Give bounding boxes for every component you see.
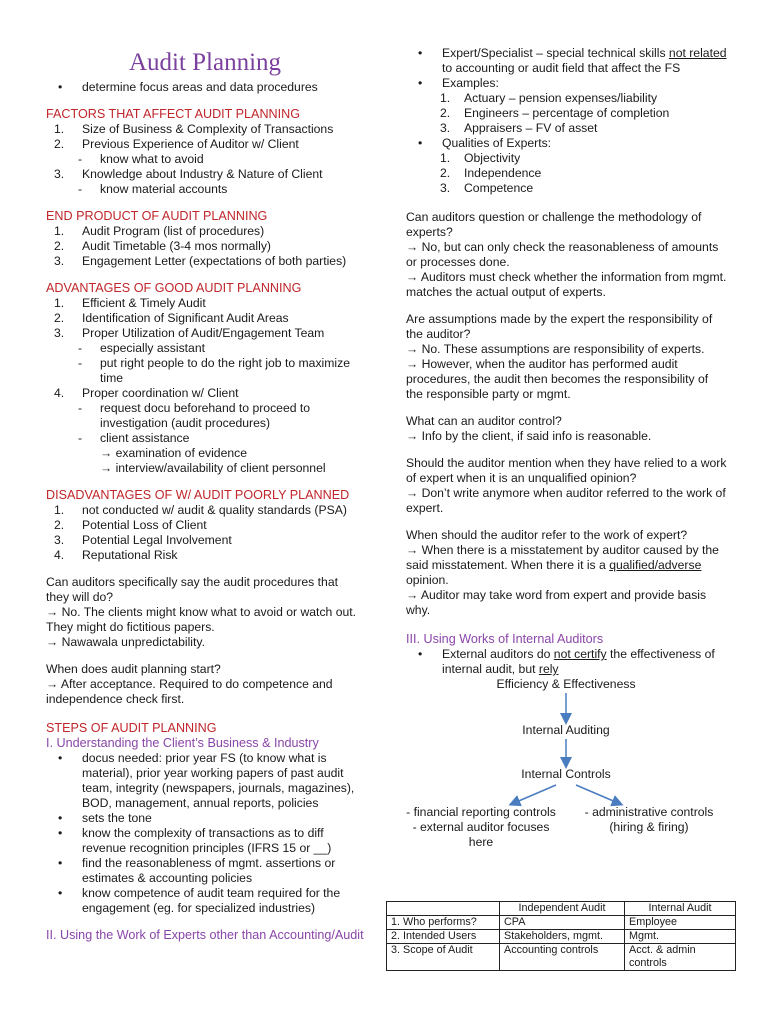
quality-item-1: 1. Objectivity [440, 151, 521, 165]
table-cell: Accounting controls [500, 944, 625, 971]
q2-answer-1: → No. These assumptions are responsibility of experts. [406, 342, 705, 356]
disadvantages-item-2: 2. Potential Loss of Client [54, 518, 207, 532]
intro-bullet: • determine focus areas and data procedures [46, 80, 364, 95]
disadvantages-heading: DISADVANTAGES OF W/ AUDIT POORLY PLANNED [46, 488, 350, 502]
end-product-heading: END PRODUCT OF AUDIT PLANNING [46, 209, 268, 223]
arrow-right [576, 785, 618, 803]
internal-audit-bullet: • External auditors do not certify the effectiveness of internal audit, but rely [406, 647, 728, 677]
section3-heading: III. Using Works of Internal Auditors [406, 632, 604, 646]
example-item-2: 2. Engineers – percentage of completion [440, 106, 670, 120]
factors-heading: FACTORS THAT AFFECT AUDIT PLANNING [46, 107, 301, 121]
q1-question: Can auditors question or challenge the methodology of experts? [406, 210, 702, 239]
advantages-heading: ADVANTAGES OF GOOD AUDIT PLANNING [46, 281, 302, 295]
flow-efficiency: Efficiency & Effectiveness [496, 677, 636, 691]
table-cell: CPA [500, 916, 625, 930]
table-row [387, 930, 736, 944]
table-cell: 3. Scope of Audit [387, 944, 500, 971]
advantages-subitem-3b: - put right people to do the right job to maximize time [46, 356, 364, 386]
step1-bullet-2: • sets the tone [46, 811, 364, 826]
example-item-3: 3. Appraisers – FV of asset [440, 121, 598, 135]
step1-bullet-1: • docus needed: prior year FS (to know what is material), prior year working papers of past audit team, integrity (newspapers, journals, magazines), BOD, management, annual reports, policies [46, 751, 364, 811]
quality-item-2: 2. Independence [440, 166, 542, 180]
step2-heading: II. Using the Work of Experts other than Accounting/Audit [46, 928, 364, 942]
factors-subitem-3: - know material accounts [46, 182, 364, 197]
page-title: Audit Planning [128, 49, 282, 76]
internal-audit-flow-diagram [406, 677, 728, 867]
step1-bullet-5: • know competence of audit team required for the engagement (eg. for specialized industries) [46, 886, 364, 916]
q2-question: Are assumptions made by the expert the responsibility of the auditor? [406, 312, 713, 341]
step1-bullet-3: • know the complexity of transactions as to diff revenue recognition principles (IFRS 15 or __) [46, 826, 364, 856]
table-cell: 2. Intended Users [387, 930, 500, 944]
qa2-answer: → After acceptance. Required to do competence and independence check first. [46, 677, 333, 706]
factors-item-1: 1. Size of Business & Complexity of Transactions [54, 122, 334, 136]
quality-item-3: 3. Competence [440, 181, 534, 195]
qa1-answer-2: → Nawawala unpredictability. [46, 635, 205, 649]
table-cell: Acct. & admin controls [625, 944, 736, 971]
q5-answer-1: → When there is a misstatement by auditor caused by the said misstatement. When there it is a qualified/adverse opinion. [406, 543, 719, 587]
qa1-answer-1: → No. The clients might know what to avoid or watch out. They might do fictitious papers. [46, 605, 357, 634]
flow-internal-controls: Internal Controls [521, 767, 611, 781]
q5-question: When should the auditor refer to the work of expert? [406, 528, 688, 542]
q2-answer-2: → However, when the auditor has performed audit procedures, the audit then becomes the responsibility of the responsible party or mgmt. [406, 357, 709, 401]
factors-item-3: 3. Knowledge about Industry & Nature of Client [54, 167, 323, 181]
end-product-item-3: 3. Engagement Letter (expectations of both parties) [54, 254, 347, 268]
flow-internal-auditing: Internal Auditing [522, 723, 610, 737]
advantages-item-3: 3. Proper Utilization of Audit/Engagement Team [54, 326, 325, 340]
table-cell: Stakeholders, mgmt. [500, 930, 625, 944]
flow-right-branch: - administrative controls (hiring & firing) [584, 805, 714, 834]
table-cell: Employee [625, 916, 736, 930]
q4-answer: → Don’t write anymore when auditor referred to the work of expert. [406, 486, 726, 515]
example-item-1: 1. Actuary – pension expenses/liability [440, 91, 658, 105]
end-product-item-2: 2. Audit Timetable (3-4 mos normally) [54, 239, 271, 253]
q4-question: Should the auditor mention when they have relied to a work of expert when it is an unqualified opinion? [406, 456, 727, 485]
advantages-item-2: 2. Identification of Significant Audit Areas [54, 311, 289, 325]
qa2-question: When does audit planning start? [46, 662, 221, 676]
flow-left-branch: - financial reporting controls - external auditor focuses here [406, 805, 556, 849]
advantages-item-4: 4. Proper coordination w/ Client [54, 386, 239, 400]
step1-bullet-4: • find the reasonableness of mgmt. assertions or estimates & accounting policies [46, 856, 364, 886]
audit-comparison-table [386, 901, 736, 971]
table-row [387, 916, 736, 930]
q3-question: What can an auditor control? [406, 414, 562, 428]
qa1-question: Can auditors specifically say the audit procedures that they will do? [46, 575, 338, 604]
table-cell: 1. Who performs? [387, 916, 500, 930]
qualities-label: • Qualities of Experts: [406, 136, 728, 151]
factors-subitem-2: - know what to avoid [46, 152, 364, 167]
table-header-row [387, 902, 736, 916]
right-column [406, 46, 728, 867]
table-header-cell: Independent Audit [500, 902, 625, 916]
advantages-subitem-3a: - especially assistant [46, 341, 364, 356]
table-row [387, 944, 736, 971]
end-product-item-1: 1. Audit Program (list of procedures) [54, 224, 265, 238]
q3-answer: → Info by the client, if said info is reasonable. [406, 429, 652, 443]
table-header-cell [387, 902, 500, 916]
q1-answer-2: → Auditors must check whether the information from mgmt. matches the actual output of experts. [406, 270, 727, 299]
step1-heading: I. Understanding the Client’s Business & Industry [46, 736, 319, 750]
table-cell: Mgmt. [625, 930, 736, 944]
examples-label: • Examples: [406, 76, 728, 91]
factors-item-2: 2. Previous Experience of Auditor w/ Client [54, 137, 299, 151]
advantages-item-1: 1. Efficient & Timely Audit [54, 296, 206, 310]
table-header-cell: Internal Audit [625, 902, 736, 916]
q5-answer-2: → Auditor may take word from expert and provide basis why. [406, 588, 707, 617]
advantages-subitem-4b: - client assistance [46, 431, 364, 446]
left-column [46, 48, 364, 943]
advantages-arrow-2: → interview/availability of client personnel [100, 461, 326, 475]
q1-answer-1: → No, but can only check the reasonableness of amounts or processes done. [406, 240, 719, 269]
steps-heading: STEPS OF AUDIT PLANNING [46, 721, 217, 735]
disadvantages-item-1: 1. not conducted w/ audit & quality standards (PSA) [54, 503, 347, 517]
disadvantages-item-4: 4. Reputational Risk [54, 548, 178, 562]
advantages-subitem-4a: - request docu beforehand to proceed to investigation (audit procedures) [46, 401, 364, 431]
advantages-arrow-1: → examination of evidence [100, 446, 248, 460]
expert-definition: • Expert/Specialist – special technical skills not related to accounting or audit field that affect the FS [406, 46, 728, 76]
arrow-left [514, 785, 556, 803]
disadvantages-item-3: 3. Potential Legal Involvement [54, 533, 232, 547]
